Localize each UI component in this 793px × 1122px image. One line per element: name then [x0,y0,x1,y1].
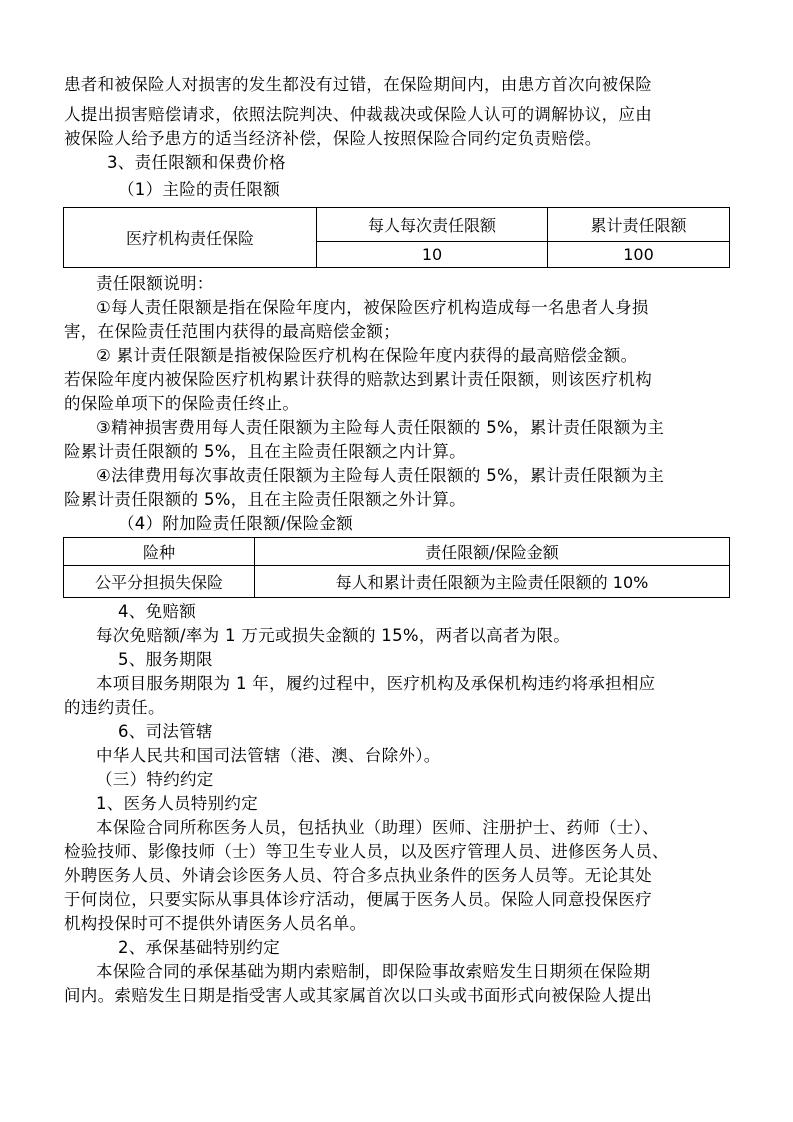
special1-line-1: 本保险合同所称医务人员，包括执业（助理）医师、注册护士、药师（士）、 [96,818,659,837]
table2-row-col1: 公平分担损失保险 [64,566,255,598]
table2-row-col2: 每人和累计责任限额为主险责任限额的 10% [255,566,730,598]
intro-line-3: 被保险人给予患方的适当经济补偿，保险人按照保险合同约定负责赔偿。 [64,129,602,148]
section4-text: 每次免赔额/率为 1 万元或损失金额的 15%，两者以高者为限。 [96,626,571,645]
special2-heading: 2、承保基础特别约定 [118,938,280,957]
table2-header-col2: 责任限额/保险金额 [255,538,730,566]
note2-line-3: 的保险单项下的保险责任终止。 [64,394,300,413]
note3-line-2: 险累计责任限额的 5%，且在主险责任限额之内计算。 [64,442,466,461]
section5-line-1: 本项目服务期限为 1 年，履约过程中，医疗机构及承保机构违约将承担相应 [96,674,656,693]
note2-line-2: 若保险年度内被保险医疗机构累计获得的赔款达到累计责任限额，则该医疗机构 [64,370,652,389]
section5-heading: 5、服务期限 [118,650,213,669]
special1-line-2: 检验技师、影像技师（士）等卫生专业人员，以及医疗管理人员、进修医务人员、 [64,842,669,861]
section3-heading: 3、责任限额和保费价格 [107,153,286,172]
special2-line-2: 间内。索赔发生日期是指受害人或其家属首次以口头或书面形式向被保险人提出 [64,986,652,1005]
intro-line-2: 人提出损害赔偿请求，依照法院判决、仲裁裁决或保险人认可的调解协议，应由 [64,105,652,124]
section5-line-2: 的违约责任。 [64,698,165,717]
table1-col2-value: 100 [548,242,730,268]
table2-header-col1: 险种 [64,538,255,566]
note4-line-1: ④法律费用每次事故责任限额为主险每人责任限额的 5%，累计责任限额为主 [96,466,665,485]
sub1-heading: （1）主险的责任限额 [118,180,280,199]
section4-heading: 4、免赔额 [118,602,196,621]
note1-line-2: 害，在保险责任范围内获得的最高赔偿金额； [64,322,400,341]
special2-line-1: 本保险合同的承保基础为期内索赔制，即保险事故索赔发生日期须在保险期 [96,962,651,981]
special1-line-3: 外聘医务人员、外请会诊医务人员、符合多点执业条件的医务人员等。无论其处 [64,866,652,885]
note2-line-1: ② 累计责任限额是指被保险医疗机构在保险年度内获得的最高赔偿金额。 [96,346,638,365]
part3-heading: （三）特约约定 [96,770,214,789]
limit-notes-heading: 责任限额说明： [96,274,214,293]
section6-text: 中华人民共和国司法管辖（港、澳、台除外）。 [96,746,441,765]
note4-line-2: 险累计责任限额的 5%，且在主险责任限额之外计算。 [64,490,466,509]
sub4-heading: （4）附加险责任限额/保险金额 [118,514,354,533]
table1-col1-value: 10 [317,242,548,268]
section6-heading: 6、司法管辖 [118,722,213,741]
table1-col1-header: 每人每次责任限额 [317,208,548,242]
note3-line-1: ③精神损害费用每人责任限额为主险每人责任限额的 5%，累计责任限额为主 [96,418,665,437]
note1-line-1: ①每人责任限额是指在保险年度内，被保险医疗机构造成每一名患者人身损 [96,298,649,317]
intro-line-1: 患者和被保险人对损害的发生都没有过错，在保险期间内，由患方首次向被保险 [64,75,652,94]
special1-heading: 1、医务人员特别约定 [96,794,258,813]
additional-insurance-table [63,537,730,598]
special1-line-4: 于何岗位，只要实际从事具体诊疗活动，便属于医务人员。保险人同意投保医疗 [64,890,652,909]
special1-line-5: 机构投保时可不提供外请医务人员名单。 [64,914,367,933]
table1-row-label: 医疗机构责任保险 [64,208,317,268]
main-limit-table [63,207,730,268]
table1-col2-header: 累计责任限额 [548,208,730,242]
